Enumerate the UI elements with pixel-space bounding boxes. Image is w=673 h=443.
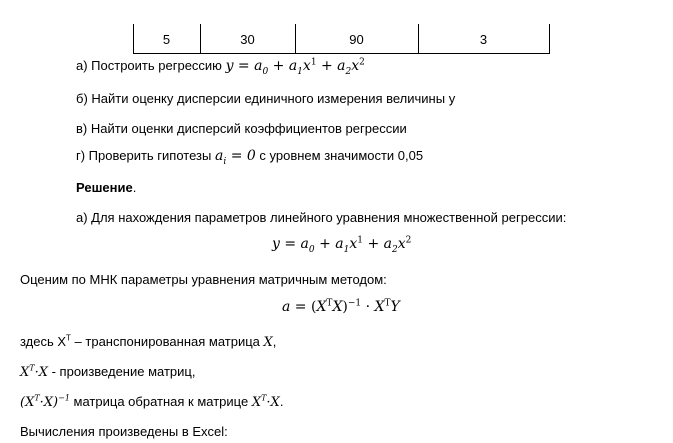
regression-formula: $y = a_0 + a_1x^1 + a_2x^2$: [225, 57, 365, 77]
explanation-product: [20, 364, 195, 380]
solution-heading-text: Решение: [76, 180, 133, 195]
table-cell: 90: [349, 31, 364, 47]
table-border-right: [549, 24, 550, 54]
inverse-text: матрица обратная к матрице: [69, 394, 252, 409]
task-d: [76, 148, 424, 167]
product-text: - произведение матриц,: [48, 364, 196, 379]
transpose-var: X: [263, 335, 273, 350]
task-c: в) Найти оценки дисперсий коэффициентов регрессии: [76, 121, 407, 136]
explanation-inverse: [20, 394, 283, 410]
transpose-suffix: – транспонированная матрица: [70, 334, 264, 349]
solution-intro: а) Для нахождения параметров линейного уравнения множественной регрессии:: [76, 210, 567, 225]
hypothesis-formula: $a_i = 0$: [214, 148, 256, 167]
table-cell: 30: [240, 31, 255, 47]
task-a-text: а) Построить регрессию: [76, 58, 222, 73]
mnk-text: Оценим по МНК параметры уравнения матричным методом:: [20, 272, 387, 287]
task-d-suffix: с уровнем значимости 0,05: [259, 148, 424, 163]
explanation-transpose: [20, 334, 276, 350]
transpose-prefix: здесь X: [20, 334, 67, 349]
table-cell: 3: [479, 31, 488, 47]
solution-heading: [76, 180, 136, 195]
inverse-target: $X^T\cdot X$: [251, 393, 280, 410]
inverse-end: .: [279, 394, 284, 409]
inverse-formula: $(X^T\cdot X)^{-1}$: [20, 393, 70, 410]
task-b: б) Найти оценку дисперсии единичного измерения величины y: [76, 91, 456, 106]
task-d-prefix: г) Проверить гипотезы: [76, 148, 212, 163]
excel-note: Вычисления произведены в Excel:: [20, 424, 228, 439]
regression-formula-centered: $y = a_0 + a_1x^1 + a_2x^2$: [272, 235, 412, 255]
transpose-sup: T: [66, 333, 71, 343]
product-formula: $X^T\cdot X$: [20, 363, 48, 380]
transpose-end: ,: [272, 334, 277, 349]
solution-heading-dot: .: [132, 180, 137, 195]
matrix-formula: $a = (X^TX)^{-1} \cdot X^TY$: [282, 298, 400, 315]
table-row: [133, 24, 549, 54]
task-a: [76, 57, 365, 77]
table-cell: 5: [162, 31, 171, 47]
